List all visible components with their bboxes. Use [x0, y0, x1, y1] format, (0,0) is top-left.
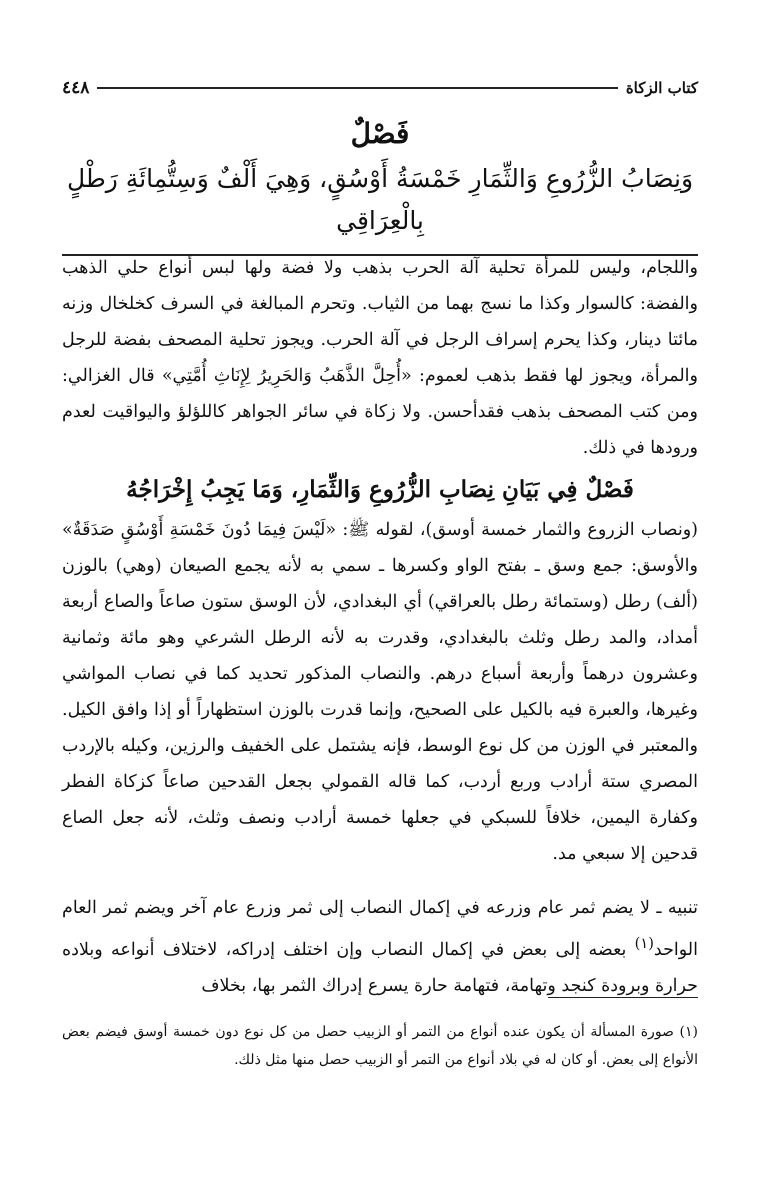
paragraph-jewelry: واللجام، وليس للمرأة تحلية آلة الحرب بذهب ولا فضة ولها لبس أنواع حلي الذهب والفضة: كالسوار وكذا ما نسج بهما من الثياب. وتحرم المبالغة في السرف كخلخال وزنه مائتا دينار، وكذا يحرم إسراف الرجل في آلة الحرب. ويجوز تحلية المصحف بفضة للرجل والمرأة، ويجوز لها فقط بذهب لعموم: «أُحِلَّ الذَّهَبُ وَالحَرِيرُ لِإِنَاثِ أُمَّتِي» قال الغزالي: ومن كتب المصحف بذهب فقدأحسن. ولا زكاة في سائر الجواهر كاللؤلؤ واليواقيت لعدم ورودها في ذلك. [62, 258, 698, 458]
footnote [62, 1018, 698, 1074]
header-rule [97, 87, 617, 89]
book-title: كتاب الزكاة [625, 79, 698, 97]
commentary-body [62, 250, 698, 1004]
section-title: فَصْلٌ فِي بَيَانِ نِصَابِ الزُّرُوعِ وَالثِّمَارِ، وَمَا يَجِبُ إِخْرَاجُهُ [126, 476, 634, 503]
tanbih-text-end: بعضه إلى بعض في إكمال النصاب وإن اختلف إدراكه، لاختلاف أنواعه وبلاده حرارة وبرودة كنجد وتهامة، فتهامة حارة يسرع إدراك الثمر بها، بخلاف [62, 939, 698, 996]
paragraph-tanbih [62, 890, 698, 1004]
matn-text: وَنِصَابُ الزُّرُوعِ وَالثِّمَارِ خَمْسَةُ أَوْسُقٍ، وَهِيَ أَلْفٌ وَسِتُّمِائَةِ رَطْلٍ بِالْعِرَاقِي [66, 164, 694, 235]
page-number: ٤٤٨ [62, 78, 90, 98]
matn-block [62, 112, 698, 256]
running-header [62, 68, 698, 108]
footnote-rule [548, 997, 698, 998]
paragraph-gap [62, 872, 698, 890]
footnote-text: (١) صورة المسألة أن يكون عنده أنواع من التمر أو الزبيب حصل من كل نوع دون خمسة أوسق فيضم بعض الأنواع إلى بعض. أو كان له في بلاد أنواع من التمر أو الزبيب حصل منها مثل ذلك. [62, 1024, 698, 1068]
footnote-reference: (١) [634, 935, 654, 952]
paragraph-nisab: (ونصاب الزروع والثمار خمسة أوسق)، لقوله ﷺ: «لَيْسَ فِيمَا دُونَ خَمْسَةِ أَوْسُقٍ صَدَقَةٌ» والأوسق: جمع وسق ـ بفتح الواو وكسرها ـ سمي به لأنه يجمع الصيعان (وهي) بالوزن (ألف) رطل (وستمائة رطل بالعراقي) أي البغدادي، لأن الوسق ستون صاعاً والصاع أربعة أمداد، والمد رطل وثلث بالبغدادي، وقدرت به لأنه الرطل الشرعي وهو مائة وثمانية وعشرون درهماً وأربعة أسباع درهم. والنصاب المذكور تحديد كما في نصاب المواشي وغيرها، والعبرة فيه بالكيل على الصحيح، وإنما قدرت بالوزن استظهاراً أو إذا وافق الكيل. والمعتبر في الوزن من كل نوع الوسط، فإنه يشتمل على الخفيف والرزين، وكيله بالإردب المصري ستة أرادب وربع أردب، كما قاله القمولي بجعل القدحين صاعاً كزكاة الفطر وكفارة اليمين، خلافاً للسبكي في جعلها خمسة أرادب ونصف وثلث، لأنه جعل الصاع قدحين إلا سبعي مد. [62, 520, 698, 864]
matn-title: فَصْلٌ [350, 117, 410, 150]
tanbih-text-start: تنبيه ـ لا يضم ثمر عام وزرعه في إكمال النصاب إلى ثمر وزرع عام آخر ويضم ثمر العام الواحد [62, 898, 698, 960]
